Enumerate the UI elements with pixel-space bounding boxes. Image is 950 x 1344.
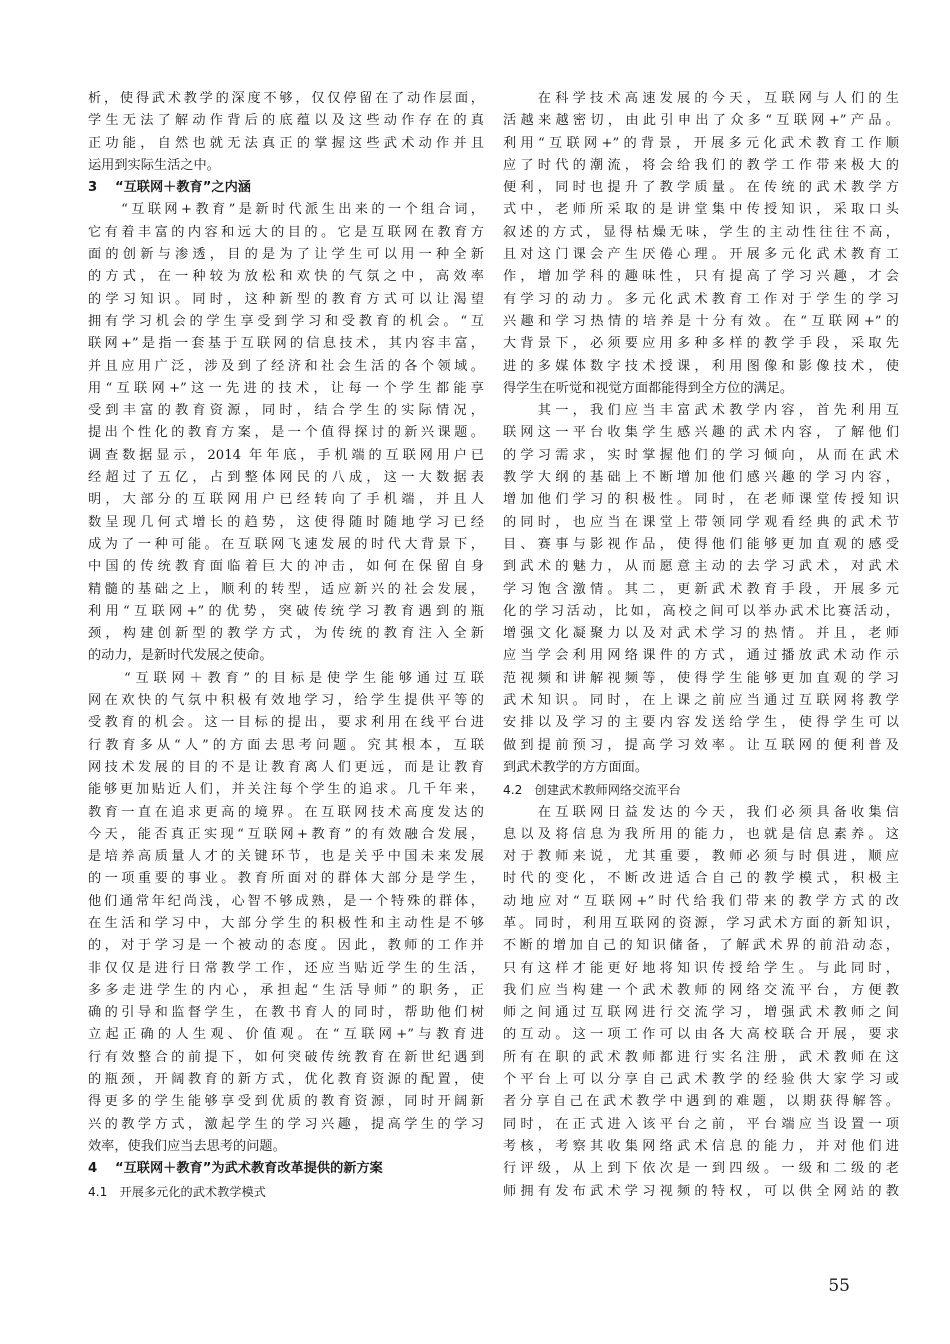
text-line: 数呈现几何式增长的趋势，这使得随时随地学习已经 (88, 514, 484, 530)
text-line: 活越来越密切，由此引申出了众多“互联网+”产品。 (503, 113, 899, 129)
text-line: 效率，使我们应当去思考的问题。 (88, 1138, 286, 1154)
text-line: 成为了一种可能。在互联网飞速发展的时代大背景下， (88, 536, 484, 552)
page-number: 55 (828, 1276, 850, 1296)
text-line: 有学习的动力。多元化武术教育工作对于学生的学习 (503, 291, 899, 307)
text-line: 是培养高质量人才的关键环节，也是关乎中国未来发展 (88, 849, 484, 865)
text-line: 联网这一平台收集学生感兴趣的武术内容，了解他们 (503, 425, 899, 441)
text-line: 确的引导和监督学生，在教书育人的同时，帮助他们树 (88, 1005, 484, 1021)
text-line: 者分享自己在武术教学中遇到的难题，以期获得解答。 (503, 1094, 899, 1110)
text-line: 利用“互联网+”的背景，开展多元化武术教育工作顺 (503, 135, 899, 151)
text-line: “互联网+教育”是新时代派生出来的一个组合词， (88, 202, 484, 218)
text-line: 范视频和讲解视频等，使得学生能够更加直观的学习 (503, 670, 899, 686)
text-line: 便利，同时也提升了教学质量。在传统的武术教学方 (503, 180, 899, 196)
text-line: 得更多的学生能够享受到优质的教育资源，同时开阔新 (88, 1094, 484, 1110)
text-line: 拥有学习机会的学生享受到学习和受教育的机会。“互 (88, 313, 484, 329)
text-line: 进的多媒体数字技术授课，利用图像和影像技术，使 (503, 358, 899, 374)
section-heading: 3 “互联网＋教育”之内涵 (88, 180, 251, 196)
subsection-heading: 4.1 开展多元化的武术教学模式 (88, 1184, 266, 1199)
text-line: 化的学习活动，比如，高校之间可以举办武术比赛活动， (503, 603, 899, 619)
text-line: 的互动。这一项工作可以由各大高校联合开展，要求 (503, 1027, 899, 1043)
text-line: 它有着丰富的内容和远大的目的。它是互联网在教育方 (88, 224, 484, 240)
left-column (88, 88, 484, 1203)
text-line: “互联网＋教育”的目标是使学生能够通过互联 (88, 670, 484, 686)
text-line: 得学生在听觉和视觉方面都能得到全方位的满足。 (503, 380, 794, 396)
text-line: 武术知识。同时，在上课之前应当通过互联网将教学 (503, 693, 899, 709)
text-line: 的动力，是新时代发展之使命。 (88, 648, 273, 664)
text-line: 运用到实际生活之中。 (88, 157, 220, 173)
text-line: 正功能，自然也就无法真正的掌握这些武术动作并且 (88, 135, 484, 151)
text-line: 应当学会利用网络课件的方式，通过播放武术动作示 (503, 648, 899, 664)
text-line: 的一项重要的事业。教育所面对的群体大部分是学生， (88, 871, 484, 887)
text-line: 的同时，也应当在课堂上带领同学观看经典的武术节 (503, 514, 899, 530)
text-line: 的瓶颈，开阔教育的新方式，优化教育资源的配置，使 (88, 1072, 484, 1088)
text-line: 师之间通过互联网进行交流学习，增强武术教师之间 (503, 1005, 899, 1021)
text-line: 增加他们学习的积极性。同时，在老师课堂传授知识 (503, 492, 899, 508)
text-line: 经超过了五亿，占到整体网民的八成，这一大数据表 (88, 470, 484, 486)
text-line: 的学习知识。同时，这种新型的教育方式可以让渴望 (88, 291, 484, 307)
text-line: 兴趣和学习热情的培养是十分有效。在“互联网+”的 (503, 313, 899, 329)
text-line: 行有效整合的前提下，如何突破传统教育在新世纪遇到 (88, 1049, 484, 1065)
text-line: 学习饱含激情。其二，更新武术教育手段，开展多元 (503, 581, 899, 597)
text-line: 非仅仅是进行日常教学工作，还应当贴近学生的生活， (88, 960, 484, 976)
text-line: 多多走进学生的内心，承担起“生活导师”的职务，正 (88, 982, 484, 998)
text-line: 教育一直在追求更高的境界。在互联网技术高度发达的 (88, 804, 484, 820)
text-line: 我们应当构建一个武术教师的网络交流平台，方便教 (503, 982, 899, 998)
text-line: 叙述的方式，显得枯燥无味，学生的主动性往往不高， (503, 224, 899, 240)
text-line: 在生活和学习中，大部分学生的积极性和主动性是不够 (88, 915, 484, 931)
text-line: 动地应对“互联网+”时代给我们带来的教学方式的改 (503, 893, 899, 909)
text-line: 提出个性化的教育方案，是一个值得探讨的新兴课题。 (88, 425, 484, 441)
text-line: 利用“互联网+”的优势，突破传统学习教育遇到的瓶 (88, 603, 484, 619)
text-line: 革。同时，利用互联网的资源，学习武术方面的新知识， (503, 915, 899, 931)
text-line: 息以及将信息为我所用的能力，也就是信息素养。这 (503, 826, 899, 842)
text-line: 只有这样才能更好地将知识传授给学生。与此同时， (503, 960, 899, 976)
text-line: 析，使得武术教学的深度不够，仅仅停留在了动作层面， (88, 91, 484, 106)
text-line: 应了时代的潮流，将会给我们的教学工作带来极大的 (503, 157, 899, 173)
text-line: 精髓的基础之上，顺利的转型，适应新兴的社会发展， (88, 581, 484, 597)
text-line: 所有在职的武术教师都进行实名注册，武术教师在这 (503, 1049, 899, 1065)
text-line: 颈，构建创新型的教学方式，为传统的教育注入全新 (88, 626, 484, 642)
text-line: 今天，能否真正实现“互联网+教育”的有效融合发展， (88, 826, 484, 842)
text-line: 并且应用广泛，涉及到了经济和社会生活的各个领域。 (88, 358, 484, 374)
text-line: 行教育多从“人”的方面去思考问题。究其根本，互联 (88, 737, 484, 753)
text-line: 对于教师来说，尤其重要，教师必须与时俱进，顺应 (503, 849, 899, 865)
text-line: 行评级，从上到下依次是一到四级。一级和二级的老 (503, 1161, 899, 1177)
text-line: 做到提前预习，提高学习效率。让互联网的便利普及 (503, 737, 899, 753)
text-line: 调查数据显示，2014 年年底，手机端的互联网用户已 (88, 447, 484, 463)
text-line: 在科学技术高速发展的今天，互联网与人们的生 (503, 91, 899, 106)
text-line: 个平台上可以分享自己武术教学的经验供大家学习或 (503, 1072, 899, 1088)
text-line: 中国的传统教育面临着巨大的冲击，如何在保留自身 (88, 559, 484, 575)
text-line: 受教育的机会。这一目标的提出，要求利用在线平台进 (88, 715, 484, 731)
text-line: 时代的变化，不断改进适合自己的教学模式，积极主 (503, 871, 899, 887)
text-line: 其一，我们应当丰富武术教学内容，首先利用互 (503, 403, 899, 419)
text-line: 式中，老师所采取的是讲堂集中传授知识，采取口头 (503, 202, 899, 218)
text-line: 他们通常年纪尚浅，心智不够成熟，是一个特殊的群体， (88, 893, 484, 909)
text-line: 明，大部分的互联网用户已经转向了手机端，并且人 (88, 492, 484, 508)
text-line: 的，对于学习是一个被动的态度。因此，教师的工作并 (88, 938, 484, 954)
text-line: 用“互联网+”这一先进的技术，让每一个学生都能享 (88, 380, 484, 396)
section-heading: 4 “互联网＋教育”为武术教育改革提供的新方案 (88, 1161, 383, 1177)
text-line: 面的创新与渗透，目的是为了让学生可以用一种全新 (88, 247, 484, 263)
right-column (503, 88, 899, 1203)
text-line: 师拥有发布武术学习视频的特权，可以供全网站的教 (503, 1183, 899, 1199)
text-line: 考核，考察其收集网络武术信息的能力，并对他们进 (503, 1138, 899, 1154)
text-line: 教学大纲的基础上不断增加他们感兴趣的学习内容， (503, 470, 899, 486)
text-line: 联网+”是指一套基于互联网的信息技术，其内容丰富， (88, 336, 484, 352)
text-line: 目、赛事与影视作品，使得他们能够更加直观的感受 (503, 536, 899, 552)
text-line: 受到丰富的教育资源，同时，结合学生的实际情况， (88, 403, 484, 419)
text-line: 不断的增加自己的知识储备，了解武术界的前沿动态， (503, 938, 899, 954)
subsection-heading: 4.2 创建武术教师网络交流平台 (503, 783, 681, 798)
text-line: 同时，在正式进入该平台之前，平台端应当设置一项 (503, 1116, 899, 1132)
text-line: 网在欢快的气氛中积极有效地学习，给学生提供平等的 (88, 693, 484, 709)
text-line: 增强文化凝聚力以及对武术学习的热情。并且，老师 (503, 626, 899, 642)
text-line: 能够更加贴近人们，并关注每个学生的追求。几千年来， (88, 782, 484, 798)
text-line: 兴的教学方式，激起学生的学习兴趣，提高学生的学习 (88, 1116, 484, 1132)
text-line: 网技术发展的目的不是让教育离人们更远，而是让教育 (88, 759, 484, 775)
text-line: 且对这门课会产生厌倦心理。开展多元化武术教育工 (503, 247, 899, 263)
text-line: 到武术的魅力，从而愿意主动的去学习武术，对武术 (503, 559, 899, 575)
text-line: 安排以及学习的主要内容发送给学生，使得学生可以 (503, 715, 899, 731)
text-line: 到武术教学的方方面面。 (503, 759, 649, 775)
text-line: 立起正确的人生观、价值观。在“互联网+”与教育进 (88, 1027, 484, 1043)
text-line: 作，增加学科的趣味性，只有提高了学习兴趣，才会 (503, 269, 899, 285)
text-line: 在互联网日益发达的今天，我们必须具备收集信 (503, 804, 899, 820)
text-line: 大背景下，必须要应用多种多样的教学手段，采取先 (503, 336, 899, 352)
text-line: 学生无法了解动作背后的底蕴以及这些动作存在的真 (88, 113, 484, 129)
text-line: 的方式，在一种较为放松和欢快的气氛之中，高效率 (88, 269, 484, 285)
text-line: 的学习需求，实时掌握他们的学习倾向，从而在武术 (503, 447, 899, 463)
